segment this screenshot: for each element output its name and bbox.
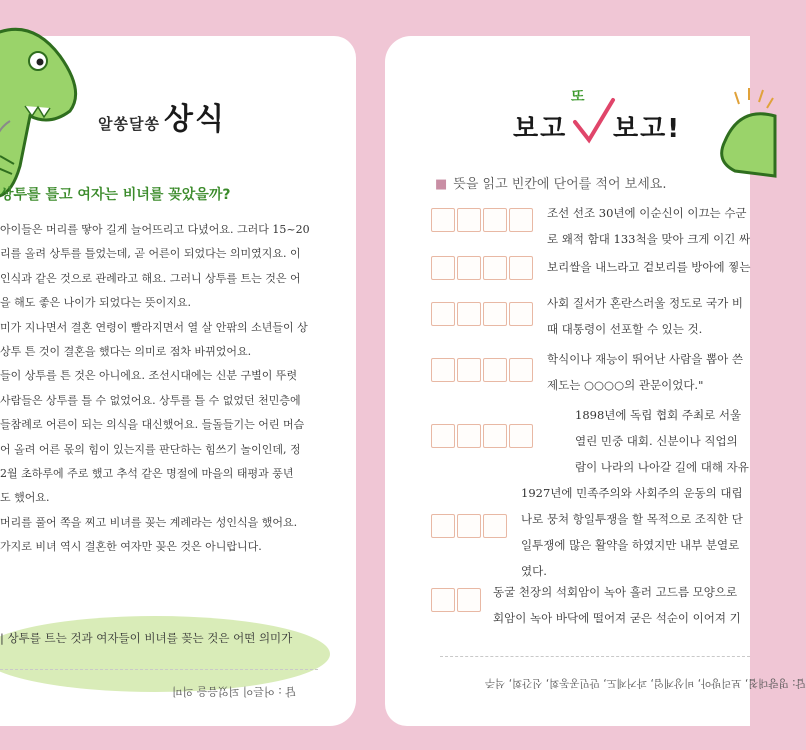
clue-line: 조선 선조 30년에 이순신이 이끄는 수군: [547, 206, 747, 220]
answer-box[interactable]: [457, 358, 481, 382]
answer-box[interactable]: [431, 302, 455, 326]
clue-text: [547, 200, 750, 252]
answer-box[interactable]: [457, 424, 481, 448]
answer-box[interactable]: [509, 424, 533, 448]
clue-line: 보리쌀을 내느라고 겉보리를 방아에 찧는: [547, 260, 751, 274]
clue-text: [575, 402, 750, 480]
clue-line: 사회 질서가 혼란스러울 정도로 국가 비: [547, 296, 744, 310]
dinosaur-illustration-left: [0, 16, 100, 206]
answer-divider: [0, 669, 318, 670]
body-line: 들참례로 어른이 되는 의식을 대신했어요. 들돌들기는 어린 머슴: [0, 418, 305, 432]
body-line: 들이 상투를 튼 것은 아니에요. 조선시대에는 신분 구별이 뚜렷: [0, 369, 298, 383]
answer-boxes: [431, 424, 535, 448]
title-accent: 또: [571, 89, 585, 105]
article-body: [0, 218, 340, 560]
answer-box[interactable]: [457, 256, 481, 280]
answer-box[interactable]: [483, 358, 507, 382]
clue-line: 였다.: [521, 564, 547, 578]
title-part1: 보고: [513, 114, 568, 144]
answer-box[interactable]: [457, 208, 481, 232]
clue-line: 학식이나 재능이 뛰어난 사람을 뽑아 쓴: [547, 352, 744, 366]
answer-box[interactable]: [457, 302, 481, 326]
answer-box[interactable]: [431, 208, 455, 232]
clue-text: [547, 290, 750, 342]
answer-divider: [440, 656, 750, 657]
body-line: 도 했어요.: [0, 491, 50, 505]
answer-boxes: [431, 514, 509, 538]
answer-box[interactable]: [483, 424, 507, 448]
bubble-question: | 상투를 트는 것과 여자들이 비녀를 꽂는 것은 어떤 의미가: [0, 631, 293, 645]
answer-boxes: [431, 588, 483, 612]
answer-boxes: [431, 256, 535, 280]
clue-line: 1898년에 독립 협회 주최로 서울: [575, 408, 742, 422]
answer-box[interactable]: [483, 302, 507, 326]
body-line: 가지로 비녀 역시 결혼한 여자만 꽂은 것은 아니랍니다.: [0, 540, 262, 554]
question-heading: 상투를 틀고 여자는 비녀를 꽂았을까?: [0, 187, 231, 203]
dinosaur-illustration-right: [715, 86, 775, 176]
right-page: [385, 36, 806, 726]
answer-box[interactable]: [431, 588, 455, 612]
answer-box[interactable]: [457, 588, 481, 612]
summary-bubble: [0, 616, 330, 692]
body-line: 사람들은 상투를 틀 수 없었어요. 상투를 틀 수 없었던 천민층에: [0, 393, 301, 407]
title-big: 상식: [163, 102, 226, 137]
clue-text: [493, 579, 750, 631]
square-bullet-icon: ■: [435, 177, 448, 192]
title-part2: 보고!: [613, 114, 682, 144]
clue-text: [547, 254, 750, 280]
clue-line: 1927년에 민족주의와 사회주의 운동의 대립: [521, 486, 743, 500]
answer-box[interactable]: [431, 514, 455, 538]
clue-line: 람이 나라의 나아갈 길에 대해 자유: [575, 460, 749, 474]
answer-boxes: [431, 302, 535, 326]
answer-box[interactable]: [509, 302, 533, 326]
clue-line: 열린 민중 대회. 신분이나 직업의: [575, 434, 738, 448]
clue-line: 제도는 ○○○○의 관문이었다.": [547, 378, 704, 392]
body-line: 을 해도 좋은 나이가 되었다는 뜻이지요.: [0, 296, 191, 310]
answer-box[interactable]: [509, 358, 533, 382]
answer-box[interactable]: [483, 208, 507, 232]
body-line: 리를 올려 상투를 틀었는데, 곧 어른이 되었다는 의미였지요. 이: [0, 247, 301, 261]
instruction-text: 뜻을 읽고 빈칸에 단어를 적어 보세요.: [453, 177, 667, 192]
body-line: 상투 튼 것이 결혼을 했다는 의미로 점차 바뀌었어요.: [0, 345, 252, 359]
body-line: 어 올려 어른 몫의 힘이 있는지를 판단하는 힘쓰기 놀이인데, 정: [0, 442, 301, 456]
title-small: 알쏭달쏭: [98, 115, 160, 133]
clue-line: 일투쟁에 많은 활약을 하였지만 내부 분열로: [521, 538, 740, 552]
answer-box[interactable]: [483, 514, 507, 538]
answer-box[interactable]: [431, 256, 455, 280]
section-title: [513, 86, 683, 146]
clue-line: 때 대통령이 선포할 수 있는 것.: [547, 322, 703, 336]
instruction: [435, 173, 666, 192]
clue-line: 동굴 천장의 석회암이 녹아 흘러 고드름 모양으로: [493, 585, 738, 599]
clue-line: 회암이 녹아 바닥에 떨어져 굳은 석순이 이어져 기: [493, 611, 741, 625]
answer-box[interactable]: [431, 424, 455, 448]
body-line: 머리를 풀어 쪽을 찌고 비녀를 꽂는 계례라는 성인식을 했어요.: [0, 515, 298, 529]
answer-upside-down: 답 : 어른이 되었음을 의미: [172, 685, 296, 698]
clue-text: [521, 480, 750, 584]
answer-box[interactable]: [483, 256, 507, 280]
answer-upside-down: 답: 명량대첩, 보리방아, 비상계엄, 과거제도, 만민공동회, 신간회, 석주: [485, 677, 806, 689]
body-line: 아이들은 머리를 땋아 길게 늘어뜨리고 다녔어요. 그러다 15~20: [0, 223, 310, 236]
clue-line: 로 왜적 함대 133척을 맞아 크게 이긴 싸: [547, 232, 751, 246]
body-line: 인식과 같은 것으로 관례라고 해요. 그러니 상투를 트는 것은 어: [0, 271, 301, 285]
body-line: 미가 지나면서 결혼 연령이 빨라지면서 열 살 안팎의 소년들이 상: [0, 320, 308, 334]
clue-text: [547, 346, 750, 398]
answer-boxes: [431, 358, 535, 382]
answer-box[interactable]: [457, 514, 481, 538]
left-page: [0, 36, 356, 726]
answer-box[interactable]: [431, 358, 455, 382]
section-title: [98, 94, 226, 138]
answer-box[interactable]: [509, 208, 533, 232]
body-line: 2월 초하루에 주로 했고 추석 같은 명절에 마을의 태평과 풍년: [0, 467, 294, 481]
answer-box[interactable]: [509, 256, 533, 280]
answer-boxes: [431, 208, 535, 232]
clue-line: 나로 뭉쳐 항일투쟁을 할 목적으로 조직한 단: [521, 512, 743, 526]
